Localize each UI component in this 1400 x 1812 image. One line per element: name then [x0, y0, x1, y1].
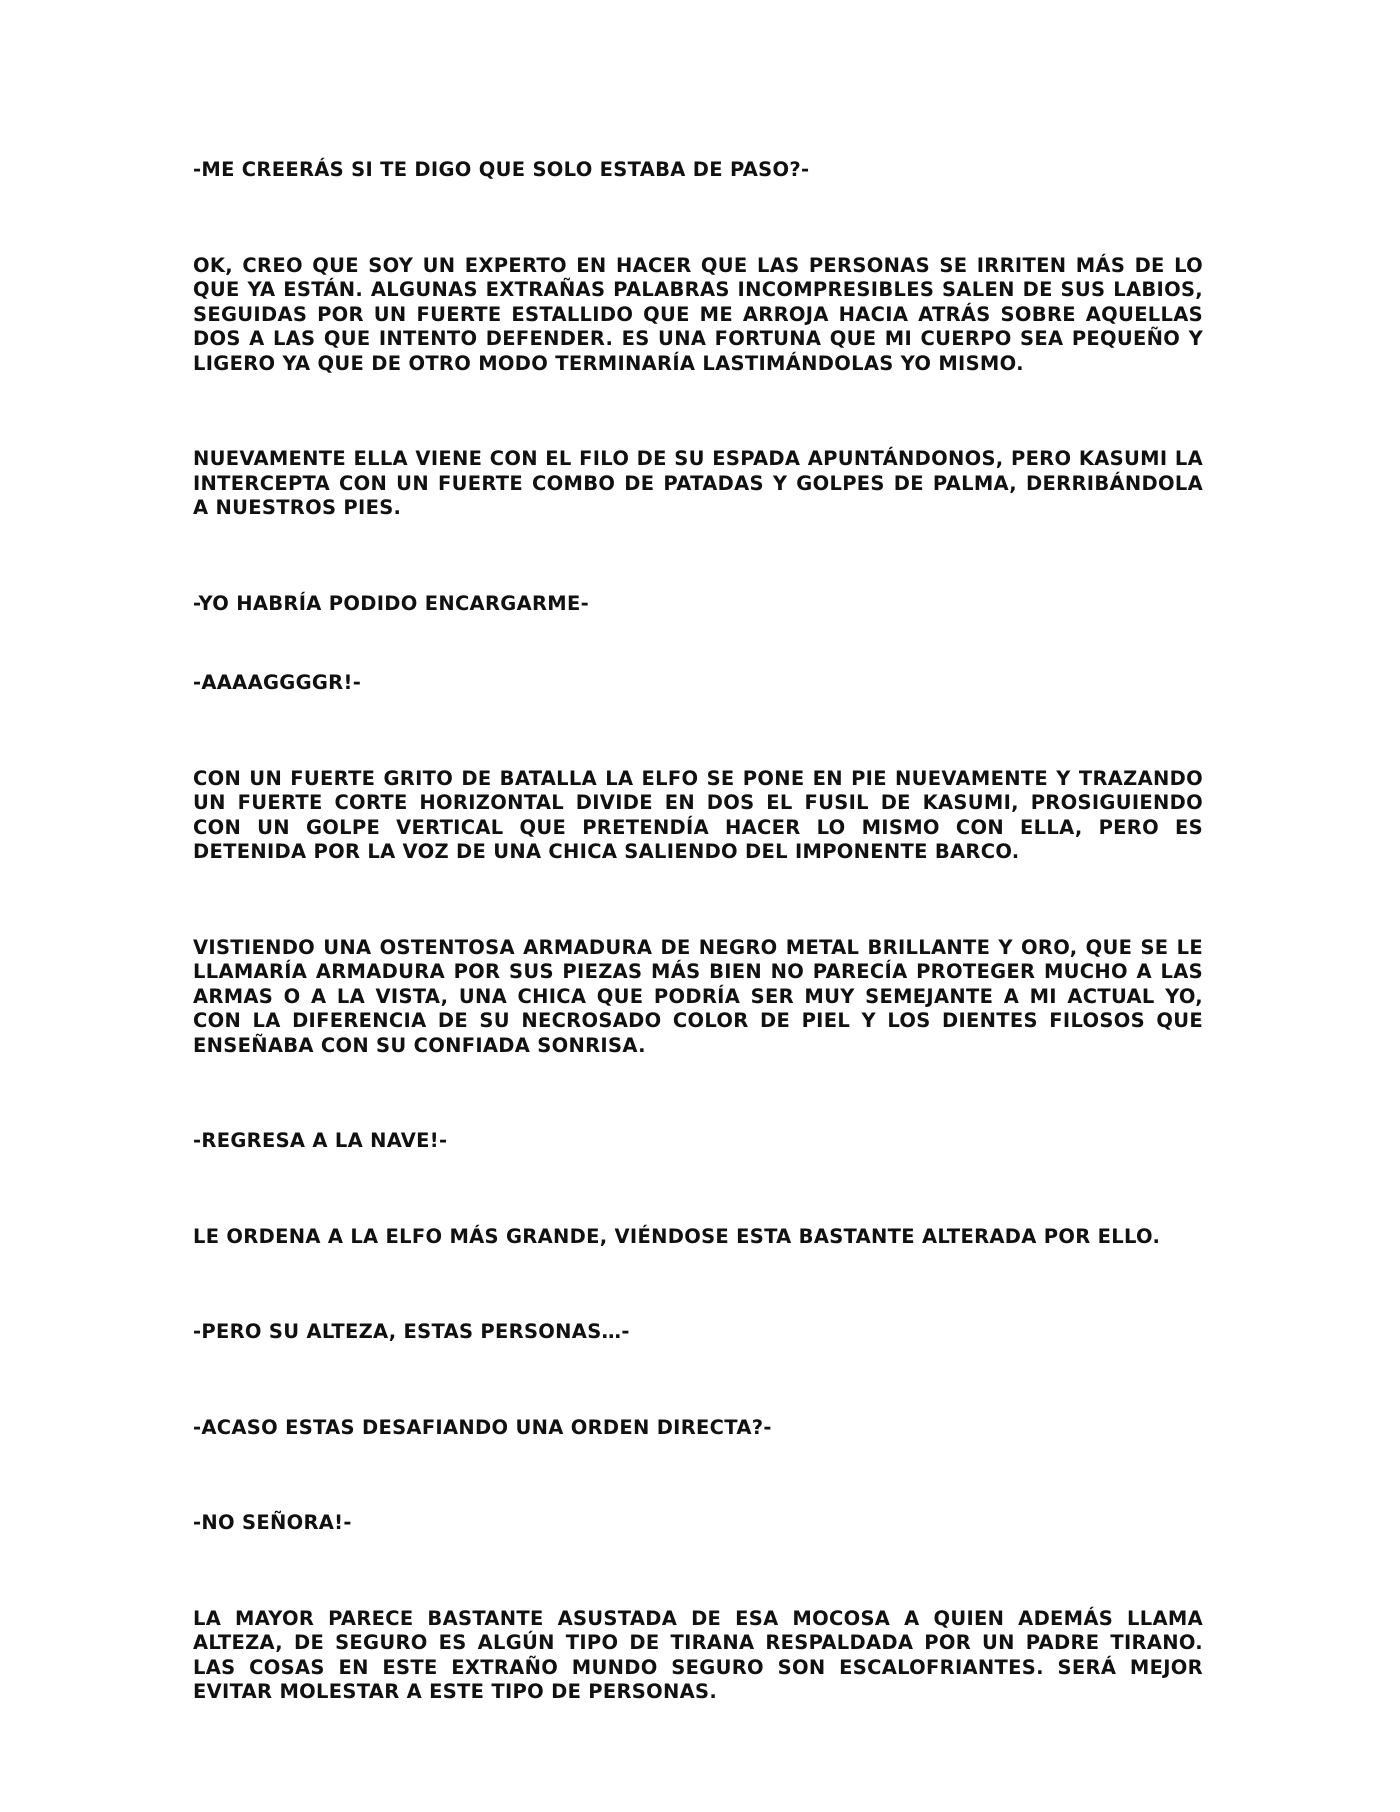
narration-line-1: LE ORDENA A LA ELFO MÁS GRANDE, VIÉNDOSE ESTA BASTANTE ALTERADA POR ELLO. — [193, 1224, 1161, 1248]
dialogue-line-6: -ACASO ESTAS DESAFIANDO UNA ORDEN DIRECTA?- — [193, 1415, 772, 1439]
narration-paragraph-2: NUEVAMENTE ELLA VIENE CON EL FILO DE SU ESPADA APUNTÁNDONOS, PERO KASUMI LA INTERCEPTA CON UN FUERTE COMBO DE PATADAS Y GOLPES DE PALMA, DERRIBÁNDOLA A NUESTROS PIES. — [193, 447, 1203, 519]
dialogue-line-7: -NO SEÑORA!- — [193, 1511, 352, 1534]
dialogue-line-3: -AAAAGGGGR!- — [193, 671, 362, 694]
narration-paragraph-5: LA MAYOR PARECE BASTANTE ASUSTADA DE ESA MOCOSA A QUIEN ADEMÁS LLAMA ALTEZA, DE SEGURO ES ALGÚN TIPO DE TIRANA RESPALDADA POR UN PADRE TIRANO. LAS COSAS EN ESTE EXTRAÑO MUNDO SEGURO SON ESCALOFRIANTES. SERÁ MEJOR EVITAR MOLESTAR A ESTE TIPO DE PERSONAS. — [193, 1606, 1203, 1703]
dialogue-line-5: -PERO SU ALTEZA, ESTAS PERSONAS…- — [193, 1320, 630, 1343]
dialogue-line-4: -REGRESA A LA NAVE!- — [193, 1129, 448, 1152]
narration-paragraph-3: CON UN FUERTE GRITO DE BATALLA LA ELFO SE PONE EN PIE NUEVAMENTE Y TRAZANDO UN FUERTE CORTE HORIZONTAL DIVIDE EN DOS EL FUSIL DE KASUMI, PROSIGUIENDO CON UN GOLPE VERTICAL QUE PRETENDÍA HACER LO MISMO CON ELLA, PERO ES DETENIDA POR LA VOZ DE UNA CHICA SALIENDO DEL IMPONENTE BARCO. — [193, 766, 1203, 863]
text-column — [193, 158, 1203, 1705]
narration-paragraph-4: VISTIENDO UNA OSTENTOSA ARMADURA DE NEGRO METAL BRILLANTE Y ORO, QUE SE LE LLAMARÍA ARMADURA POR SUS PIEZAS MÁS BIEN NO PARECÍA PROTEGER MUCHO A LAS ARMAS O A LA VISTA, UNA CHICA QUE PODRÍA SER MUY SEMEJANTE A MI ACTUAL YO, CON LA DIFERENCIA DE SU NECROSADO COLOR DE PIEL Y LOS DIENTES FILOSOS QUE ENSEÑABA CON SU CONFIADA SONRISA. — [193, 935, 1203, 1057]
narration-paragraph-1: OK, CREO QUE SOY UN EXPERTO EN HACER QUE LAS PERSONAS SE IRRITEN MÁS DE LO QUE YA ESTÁN. ALGUNAS EXTRAÑAS PALABRAS INCOMPRESIBLES SALEN DE SUS LABIOS, SEGUIDAS POR UN FUERTE ESTALLIDO QUE ME ARROJA HACIA ATRÁS SOBRE AQUELLAS DOS A LAS QUE INTENTO DEFENDER. ES UNA FORTUNA QUE MI CUERPO SEA PEQUEÑO Y LIGERO YA QUE DE OTRO MODO TERMINARÍA LASTIMÁNDOLAS YO MISMO. — [193, 253, 1203, 375]
dialogue-line-1: -ME CREERÁS SI TE DIGO QUE SOLO ESTABA DE PASO?- — [193, 158, 810, 181]
dialogue-line-2: -YO HABRÍA PODIDO ENCARGARME- — [193, 591, 589, 615]
